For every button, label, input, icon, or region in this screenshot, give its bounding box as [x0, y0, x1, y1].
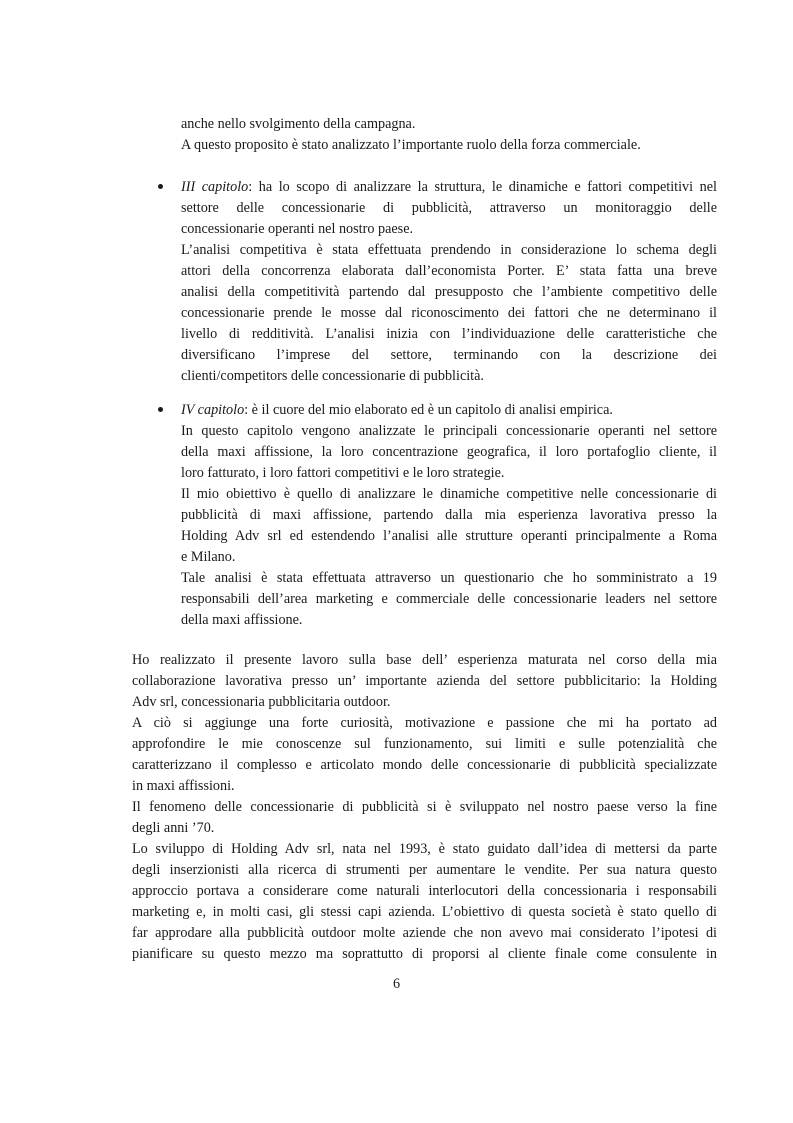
- body-line: collaborazione lavorativa presso un’ importante azienda del settore pubblicitario: la Holding: [132, 673, 717, 689]
- body-line: Adv srl, concessionaria pubblicitaria outdoor.: [132, 694, 391, 710]
- bullet-3-label: III capitolo: [181, 179, 249, 195]
- body-line: approccio portava a considerare come naturali interlocutori della concessionaria i responsabili: [132, 883, 717, 899]
- bullet-3-first-line: III capitolo: ha lo scopo di analizzare la struttura, le dinamiche e fattori competitivi nel: [181, 179, 717, 195]
- bullet-3-line: livello di redditività. L’analisi inizia con l’individuazione delle caratteristiche che: [181, 326, 717, 342]
- bullet-4-line: della maxi affissione.: [181, 612, 303, 628]
- intro-line: anche nello svolgimento della campagna.: [181, 116, 416, 132]
- bullet-3-line: L’analisi competitiva è stata effettuata prendendo in considerazione lo schema degli: [181, 242, 717, 258]
- body-line: far approdare alla pubblicità outdoor molte aziende che non avevo mai considerato l’ipotesi di: [132, 925, 717, 941]
- bullet-3-line: diversificano l’imprese del settore, terminando con la descrizione dei: [181, 347, 717, 363]
- body-line: pianificare su questo mezzo ma soprattutto di proporsi al cliente finale come consulente in: [132, 946, 717, 962]
- body-line: Il fenomeno delle concessionarie di pubblicità si è sviluppato nel nostro paese verso la fine: [132, 799, 717, 815]
- body-line: in maxi affissioni.: [132, 778, 235, 794]
- bullet-4-label: IV capitolo: [181, 402, 245, 418]
- bullet-4-line: pubblicità di maxi affissione, partendo dalla mia esperienza lavorativa presso la: [181, 507, 717, 523]
- bullet-3-line: clienti/competitors delle concessionarie di pubblicità.: [181, 368, 484, 384]
- bullet-3-line: concessionarie prende le mosse dal riconoscimento dei fattori che ne determinano il: [181, 305, 717, 321]
- bullet-4-line: Il mio obiettivo è quello di analizzare le dinamiche competitive nelle concessionarie di: [181, 486, 717, 502]
- bullet-4-line: responsabili dell’area marketing e commerciale delle concessionarie leaders nel settore: [181, 591, 717, 607]
- body-line: approfondire le mie conoscenze sul funzionamento, sui limiti e sulle potenzialità che: [132, 736, 717, 752]
- body-line: Ho realizzato il presente lavoro sulla base dell’ esperienza maturata nel corso della mia: [132, 652, 717, 668]
- bullet-3-line: attori della concorrenza elaborata dall’economista Porter. E’ stata fatta una breve: [181, 263, 717, 279]
- bullet-4-line: loro fatturato, i loro fattori competitivi e le loro strategie.: [181, 465, 505, 481]
- body-line: degli anni ’70.: [132, 820, 215, 836]
- bullet-3-line: concessionarie operanti nel nostro paese.: [181, 221, 414, 237]
- body-line: A ciò si aggiunge una forte curiosità, motivazione e passione che mi ha portato ad: [132, 715, 717, 731]
- intro-line: A questo proposito è stato analizzato l’importante ruolo della forza commerciale.: [181, 137, 641, 153]
- body-line: degli inserzionisti alla ricerca di strumenti per aumentare le vendite. Per sua natura questo: [132, 862, 717, 878]
- bullet-icon: [158, 407, 163, 412]
- bullet-4-line: Holding Adv srl ed estendendo l’analisi alle strutture operanti principalmente a Roma: [181, 528, 717, 544]
- bullet-4-line: della maxi affissione, la loro concentrazione geografica, il loro portafoglio cliente, il: [181, 444, 717, 460]
- bullet-4-first-line: IV capitolo: è il cuore del mio elaborato ed è un capitolo di analisi empirica.: [181, 402, 613, 418]
- bullet-3-line: settore delle concessionarie di pubblicità, attraverso un monitoraggio delle: [181, 200, 717, 216]
- bullet-4-line: Tale analisi è stata effettuata attraverso un questionario che ho somministrato a 19: [181, 570, 717, 586]
- bullet-3-line: analisi della competitività partendo dal presupposto che l’ambiente competitivo delle: [181, 284, 717, 300]
- page-number: 6: [392, 976, 401, 992]
- bullet-icon: [158, 184, 163, 189]
- bullet-4-line: e Milano.: [181, 549, 236, 565]
- body-line: Lo sviluppo di Holding Adv srl, nata nel 1993, è stato guidato dall’idea di mettersi da parte: [132, 841, 717, 857]
- body-line: marketing e, in molti casi, gli stessi capi azienda. L’obiettivo di questa società è stato quello di: [132, 904, 717, 920]
- bullet-4-line: In questo capitolo vengono analizzate le principali concessionarie operanti nel settore: [181, 423, 717, 439]
- body-line: caratterizzano il complesso e articolato mondo delle concessionarie di pubblicità specializzate: [132, 757, 717, 773]
